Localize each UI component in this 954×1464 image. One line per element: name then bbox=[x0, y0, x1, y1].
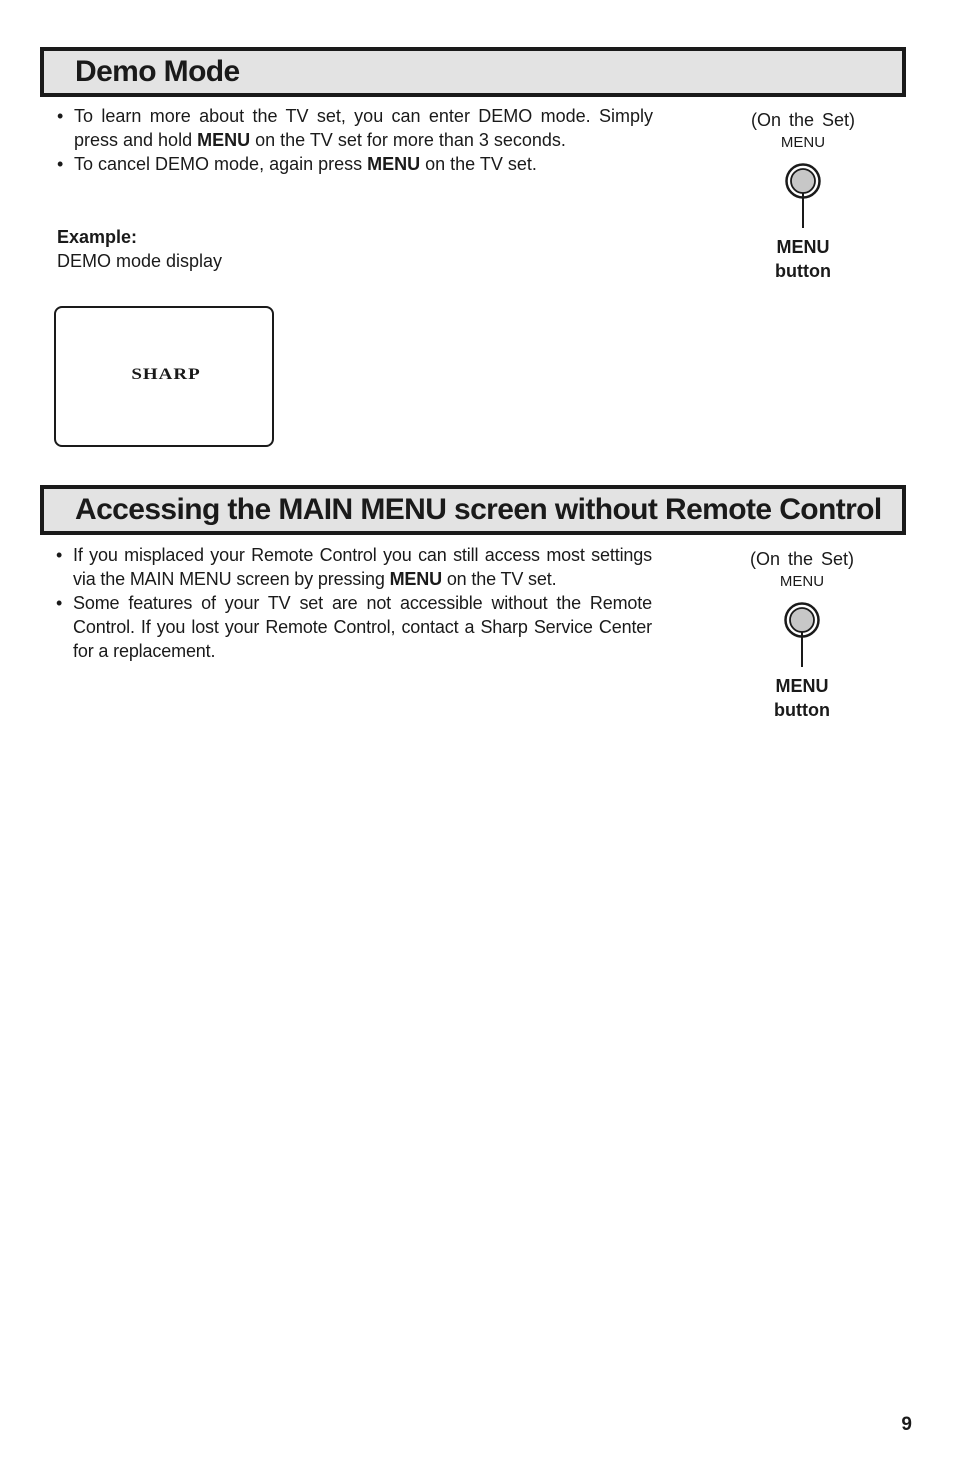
bullet-item: • Some features of your TV set are not accessible without the Remote Control. If you lost your Remote Control, contact a Sharp Service Center for a replacement. bbox=[56, 591, 652, 663]
on-set-menu-diagram bbox=[733, 109, 873, 283]
section-header-demo-mode bbox=[40, 47, 906, 97]
bullet-item: • To learn more about the TV set, you can enter DEMO mode. Simply press and hold MENU on the TV set for more than 3 seconds. bbox=[57, 104, 653, 152]
on-set-menu-diagram bbox=[732, 548, 872, 722]
demo-mode-bullet-list bbox=[57, 104, 653, 176]
menu-small-label: MENU bbox=[779, 573, 825, 590]
example-subtitle: DEMO mode display bbox=[57, 251, 223, 271]
menu-button-label: MENU button bbox=[775, 237, 831, 281]
svg-text:SHARP: SHARP bbox=[131, 364, 201, 382]
menu-button-icon bbox=[783, 161, 823, 229]
bullet-item: • If you misplaced your Remote Control you can still access most settings via the MAIN MENU screen by pressing MENU on the TV set. bbox=[56, 543, 652, 591]
example-title: Example: bbox=[57, 227, 138, 247]
demo-mode-screen bbox=[54, 306, 274, 447]
section-title: Demo Mode bbox=[75, 55, 240, 88]
sharp-logo bbox=[102, 362, 230, 382]
section-header-main-menu-access bbox=[40, 485, 906, 535]
on-the-set-label: (On the Set) bbox=[749, 549, 855, 569]
page-number: 9 bbox=[901, 1414, 912, 1435]
section-title: Accessing the MAIN MENU screen without Remote Control bbox=[75, 493, 882, 526]
menu-button-icon bbox=[782, 600, 822, 668]
main-menu-bullet-list bbox=[56, 543, 652, 663]
menu-small-label: MENU bbox=[780, 134, 826, 151]
bullet-item: • To cancel DEMO mode, again press MENU on the TV set. bbox=[57, 152, 653, 176]
menu-button-label: MENU button bbox=[774, 676, 830, 720]
on-the-set-label: (On the Set) bbox=[750, 110, 856, 130]
